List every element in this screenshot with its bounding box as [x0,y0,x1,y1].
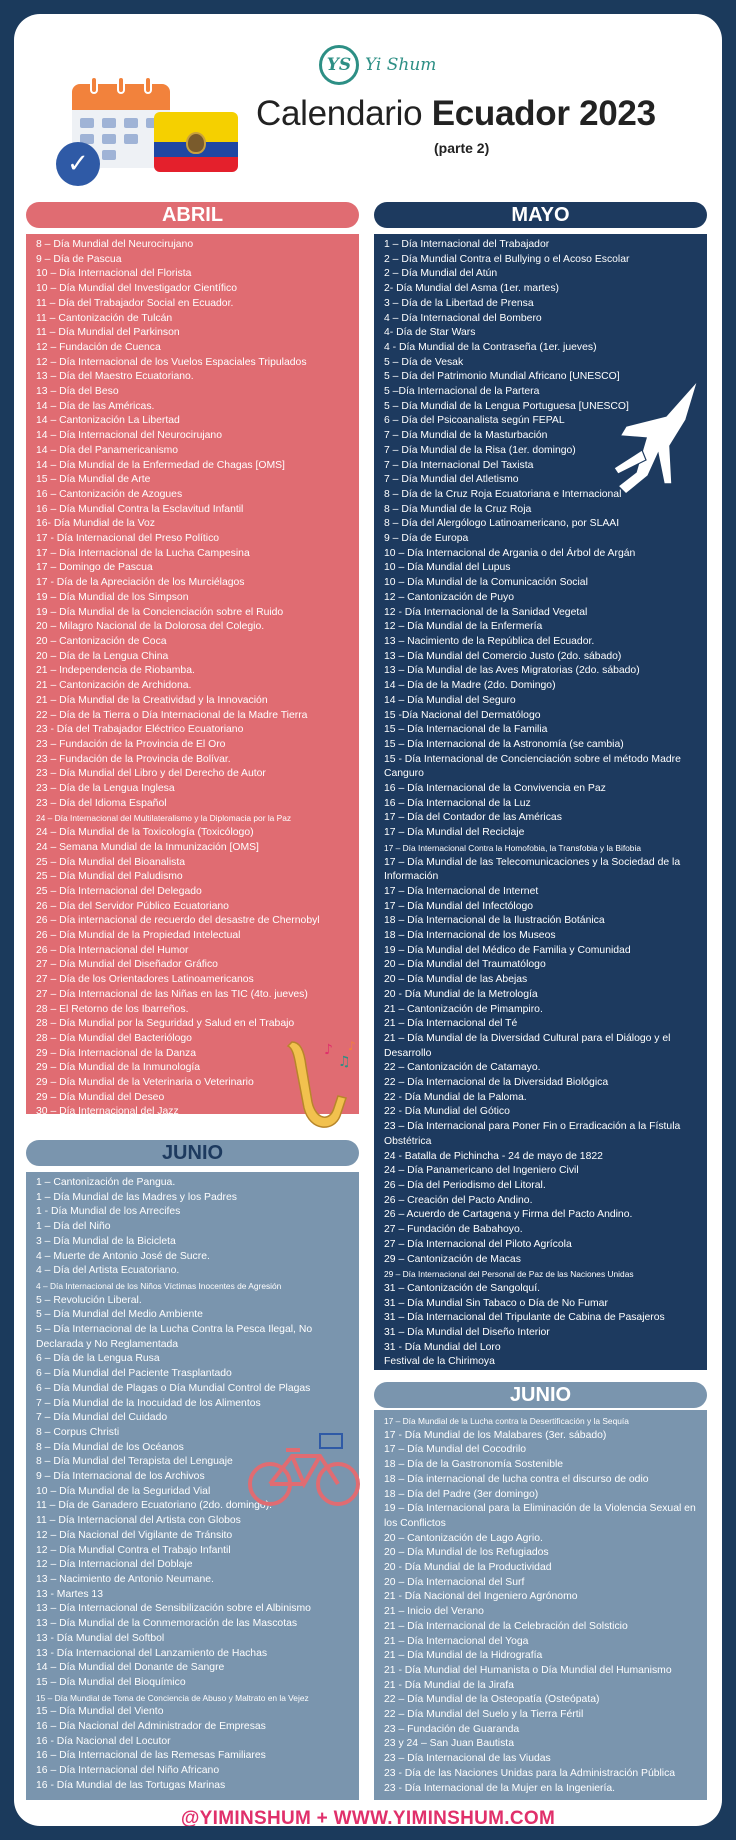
list-item: 21 – Día Internacional de la Celebración del Solsticio [384,1620,628,1632]
brand-logo [319,42,436,88]
list-item: 4 - Día Mundial de la Contraseña (1er. jueves) [384,341,597,353]
list-item: 1 – Día Mundial de las Madres y los Padres [36,1191,237,1203]
list-item: 2- Día Mundial del Asma (1er. martes) [384,283,559,295]
list-item: 8 – Corpus Christi [36,1426,120,1438]
list-item: 18 – Día Internacional de los Museos [384,930,556,942]
list-item: 27 – Día Internacional del Piloto Agrícola [384,1238,572,1250]
list-item: 23 – Fundación de la Provincia de Bolívar. [36,753,231,765]
list-item: 29 – Día Internacional del Personal de Paz de las Naciones Unidas [384,1269,634,1280]
list-item: 20 – Día Mundial de los Refugiados [384,1547,549,1559]
list-item: 15 – Día Mundial de Toma de Conciencia de Abuso y Maltrato en la Vejez [36,1692,309,1703]
list-item: 15 -Día Nacional del Dermatólogo [384,709,541,721]
brand-name: Yi Shum [365,55,437,75]
list-item: 23 - Día Internacional de la Mujer en la Ingeniería. [384,1782,616,1794]
list-item: 8 – Día Mundial del Terapista del Lenguaje [36,1456,233,1468]
footer-handle: @YIMINSHUM + WWW.YIMINSHUM.COM [180,1808,556,1826]
list-item: 8 – Día Mundial del Neurocirujano [36,239,194,250]
list-item: 6 – Día de la Lengua Rusa [36,1353,160,1365]
list-item: 29 – Cantonización de Macas [384,1253,521,1265]
list-item: 13 - Martes 13 [36,1588,103,1600]
list-item: 22 – Cantonización de Catamayo. [384,1062,541,1074]
list-item: 31 – Día Mundial del Diseño Interior [384,1327,550,1339]
list-item: 22 – Día Mundial de la Osteopatía (Osteópata) [384,1694,600,1706]
list-item: 4 – Día Internacional del Bombero [384,312,542,324]
list-item: 23 – Fundación de la Provincia de El Oro [36,738,226,750]
list-item: 16 – Cantonización de Azogues [36,488,183,500]
list-item: 21 - Día Mundial del Humanista o Día Mundial del Humanismo [384,1664,672,1676]
list-item: 21 – Día Mundial de la Hidrografía [384,1650,543,1662]
infographic-page [14,14,722,1826]
list-item: 26 – Día del Periodismo del Litoral. [384,1180,546,1191]
list-item: 13 – Día del Beso [36,386,119,398]
svg-text:♪: ♪ [324,1042,333,1058]
list-item: 29 – Día Mundial de la Inmunología [36,1062,201,1074]
list-item: 18 – Día de la Gastronomía Sostenible [384,1459,564,1471]
saxophone-icon [282,1036,362,1132]
list-item: 6 – Día del Psicoanalista según FEPAL [384,415,565,427]
ecuador-flag-icon [154,112,238,172]
list-item: 20 – Día Mundial de las Abejas [384,974,528,986]
list-item: 22 – Día de la Tierra o Día Internacional de la Madre Tierra [36,709,308,721]
list-item: 19 – Día Mundial del Médico de Familia y Comunidad [384,944,631,956]
list-item: 28 – Día Mundial por la Seguridad y Salud en el Trabajo [36,1018,295,1030]
list-item: 5 – Revolución Liberal. [36,1294,142,1306]
list-item: 21 – Inicio del Verano [384,1606,484,1618]
list-item: 17 – Día Mundial de las Telecomunicaciones y la Sociedad de la Información [384,856,681,883]
list-item: 16 - Día Mundial de las Tortugas Marinas [36,1779,226,1791]
list-item: 21 – Independencia de Riobamba. [36,665,195,677]
list-item: 5 –Día Internacional de la Partera [384,386,540,398]
list-item: 13 – Nacimiento de la República del Ecuador. [384,635,595,647]
list-item: 26 – Creación del Pacto Andino. [384,1194,533,1206]
list-item: 17 – Día Mundial de la Lucha contra la Desertificación y la Sequía [384,1416,629,1426]
list-item: 17 - Día de la Apreciación de los Murciélagos [36,577,245,589]
list-item: 4 – Muerte de Antonio José de Sucre. [36,1250,210,1262]
list-item: 17 – Día Mundial del Reciclaje [384,827,525,839]
list-item: Festival de la Chirimoya [384,1356,495,1368]
list-item: 17 – Día del Contador de las Américas [384,812,562,824]
list-item: 21 – Día Mundial de la Creatividad y la Innovación [36,694,268,706]
list-item: 7 – Día Mundial de la Inocuidad de los Alimentos [36,1397,261,1409]
section-header-mayo: MAYO [374,202,707,228]
list-item: 29 – Día Internacional de la Danza [36,1047,197,1059]
svg-text:♫: ♫ [338,1054,351,1070]
list-item: 23 – Día Internacional de las Viudas [384,1753,551,1765]
list-item: 10 – Día Mundial del Investigador Científico [36,283,237,295]
list-item: 31 - Día Mundial del Loro [384,1341,501,1353]
page-title [256,94,656,134]
list-item: 13 – Día Mundial de la Conmemoración de las Mascotas [36,1618,298,1630]
list-item: 22 – Día Internacional de la Diversidad Biológica [384,1077,609,1089]
list-item: 29 – Día Mundial del Deseo [36,1091,165,1103]
list-item: 8 – Día de la Cruz Roja Ecuatoriana e Internacional [384,488,622,500]
list-item: 23 – Día Internacional para Poner Fin o Erradicación a la Fístula Obstétrica [384,1121,681,1147]
list-item: 12 – Día Mundial de la Enfermería [384,621,543,633]
list-item: 26 – Día Internacional del Humor [36,944,189,956]
list-item: 16 - Día Nacional del Locutor [36,1735,171,1747]
list-item: 12 – Día Nacional del Vigilante de Tránsito [36,1529,233,1541]
list-item: 23 - Día del Trabajador Eléctrico Ecuatoriano [36,724,244,736]
list-item: 21 – Cantonización de Pimampiro. [384,1003,543,1015]
list-item: 11 – Día Mundial del Parkinson [36,327,180,339]
list-item: 15 – Día Mundial del Bioquímico [36,1676,186,1688]
list-item: 15 – Día Internacional de la Familia [384,724,548,736]
list-item: 24 – Día Panamericano del Ingeniero Civil [384,1165,579,1177]
list-item: 2 – Día Mundial Contra el Bullying o el Acoso Escolar [384,253,630,265]
bicycle-icon [246,1428,362,1510]
list-item: 12 – Día Internacional del Doblaje [36,1559,193,1571]
list-item: 8 – Día del Alergólogo Latinoamericano, por SLAAI [384,518,620,530]
list-item: 13 – Día Mundial del Comercio Justo (2do. sábado) [384,650,622,662]
list-item: 10 – Día Mundial de la Seguridad Vial [36,1485,211,1497]
list-item: 18 – Día del Padre (3er domingo) [384,1488,539,1500]
list-item: 28 – El Retorno de los Ibarreños. [36,1003,189,1015]
list-item: 18 – Día Internacional de la Ilustración Botánica [384,915,605,927]
list-item: 16 – Día Mundial Contra la Esclavitud Infantil [36,503,244,515]
list-item: 17 - Día Internacional del Preso Político [36,533,220,545]
list-item: 31 – Día Internacional del Tripulante de Cabina de Pasajeros [384,1312,665,1324]
list-item: 13 – Nacimiento de Antonio Neumane. [36,1573,214,1585]
list-item: 4- Día de Star Wars [384,327,476,339]
list-item: 10 – Día Internacional del Florista [36,268,192,280]
list-item: 14 – Día Internacional del Neurocirujano [36,430,222,442]
list-item: 14 – Día Mundial de la Enfermedad de Chagas [OMS] [36,459,285,471]
list-item: 7 – Día Mundial del Atletismo [384,474,519,486]
list-item: 5 – Día Internacional de la Lucha Contra la Pesca Ilegal, No Declarada y No Reglamentada [36,1324,313,1350]
list-item: 1 – Cantonización de Pangua. [36,1177,176,1188]
list-item: 14 – Día Mundial del Seguro [384,694,516,706]
list-item: 13 – Día Mundial de las Aves Migratorias (2do. sábado) [384,665,640,677]
list-item: 9 – Día de Europa [384,533,469,545]
list-item: 10 – Día Mundial de la Comunicación Social [384,577,588,589]
list-item: 1 – Día Internacional del Trabajador [384,239,550,250]
list-item: 14 – Día Mundial del Donante de Sangre [36,1662,225,1674]
list-item: 5 – Día de Vesak [384,356,464,368]
section-header-abril: ABRIL [26,202,359,228]
list-item: 6 – Día Mundial del Paciente Trasplantado [36,1368,232,1380]
list-item: 15 – Día Internacional de la Astronomía (se cambia) [384,738,624,750]
list-item: 13 - Día Mundial del Softbol [36,1632,165,1644]
list-item: 12 – Día Mundial Contra el Trabajo Infantil [36,1544,231,1556]
list-item: 4 – Día del Artista Ecuatoriano. [36,1265,180,1277]
list-item: 22 - Día Mundial del Gótico [384,1106,510,1118]
list-item: 3 – Día Mundial de la Bicicleta [36,1235,176,1247]
list-item: 19 – Día Internacional para la Eliminación de la Violencia Sexual en los Conflictos [384,1503,696,1529]
fighter-jet-icon [606,376,706,506]
list-item: 13 – Día del Maestro Ecuatoriano. [36,371,194,383]
list-item: 20 – Día Internacional del Surf [384,1576,525,1588]
list-item: 21 – Día Mundial de la Diversidad Cultural para el Diálogo y el Desarrollo [384,1032,671,1059]
list-item: 8 – Día Mundial de los Océanos [36,1441,184,1453]
list-item: 5 – Día Mundial del Medio Ambiente [36,1309,203,1321]
list-item: 23 y 24 – San Juan Bautista [384,1738,514,1750]
list-item: 12 – Cantonización de Puyo [384,591,514,603]
list-item: 25 – Día Internacional del Delegado [36,885,202,897]
list-item: 20 - Día Mundial de la Metrología [384,988,538,1000]
list-item: 3 – Día de la Libertad de Prensa [384,297,534,309]
list-item: 21 - Día Mundial de la Jirafa [384,1679,514,1691]
list-item: 16 – Día Nacional del Administrador de Empresas [36,1721,266,1733]
svg-text:♪: ♪ [348,1039,356,1053]
list-item: 23 – Día de la Lengua Inglesa [36,783,175,795]
list-item: 22 – Día Mundial del Suelo y la Tierra Fértil [384,1709,584,1721]
list-item: 11 – Día de Ganadero Ecuatoriano (2do. domingo). [36,1500,273,1512]
list-item: 12 - Día Internacional de la Sanidad Vegetal [384,606,588,618]
list-item: 17 – Día Internacional Contra la Homofobia, la Transfobia y la Bifobia [384,842,641,853]
list-item: 6 – Día Mundial de Plagas o Día Mundial Control de Plagas [36,1382,311,1394]
list-item: 27 – Día de los Orientadores Latinoamericanos [36,974,254,986]
list-item: 24 - Batalla de Pichincha - 24 de mayo de 1822 [384,1150,603,1162]
list-item: 7 – Día Mundial del Cuidado [36,1412,168,1424]
list-item: 17 – Domingo de Pascua [36,562,153,574]
list-item: 26 – Día del Servidor Público Ecuatoriano [36,900,229,912]
list-item: 18 – Día internacional de lucha contra el discurso de odio [384,1473,649,1485]
list-item: 21 – Día Internacional del Yoga [384,1635,529,1647]
list-item: 29 – Día Mundial de la Veterinaria o Veterinario [36,1077,254,1089]
list-item: 25 – Día Mundial del Paludismo [36,871,183,883]
list-item: 20 – Cantonización de Lago Agrio. [384,1532,543,1544]
list-item: 5 – Día del Patrimonio Mundial Africano [UNESCO] [384,371,620,383]
list-item: 27 – Fundación de Babahoyo. [384,1224,523,1236]
list-item: 7 – Día Mundial de la Masturbación [384,430,548,442]
list-item: 14 – Día del Panamericanismo [36,444,179,456]
list-item: 17 – Día Mundial del Cocodrilo [384,1444,527,1456]
list-item: 12 – Día Internacional de los Vuelos Espaciales Tripulados [36,356,307,368]
list-item: 24 – Día Internacional del Multilateralismo y la Diplomacia por la Paz [36,813,292,824]
brand-mark: YS [319,45,359,85]
list-item: 9 – Día de Pascua [36,253,122,265]
list-item: 15 – Día Mundial de Arte [36,474,151,486]
list-item: 17 – Día Internacional de Internet [384,885,539,897]
list-item: 17 – Día Internacional de la Lucha Campesina [36,547,250,559]
list-item: 14 – Día de las Américas. [36,400,155,412]
list-item: 4 – Día Internacional de los Niños Víctimas Inocentes de Agresión [36,1280,282,1291]
list-item: Fiesta Kasama [36,1121,106,1133]
title-light: Calendario [256,94,423,133]
list-item: 24 – Día Mundial de la Toxicología (Toxicólogo) [36,827,254,839]
list-item: 10 – Día Internacional de Argania o del Árbol de Argán [384,547,636,559]
list-item: 15 – Día Mundial del Viento [36,1706,164,1718]
list-item: 31 – Cantonización de Sangolquí. [384,1282,540,1294]
list-item: 1 - Día Mundial de los Arrecifes [36,1206,181,1218]
page-subtitle: (parte 2) [434,140,490,156]
list-item: 24 – Semana Mundial de la Inmunización [OMS] [36,841,259,853]
list-item: 21 - Día Nacional del Ingeniero Agrónomo [384,1591,578,1603]
list-item: 23 – Día del Idioma Español [36,797,167,809]
list-item: 17 – Día Mundial del Infectólogo [384,900,534,912]
list-item: 27 – Día Internacional de las Niñas en las TIC (4to. jueves) [36,988,308,1000]
list-item: 23 – Fundación de Guaranda [384,1723,520,1735]
section-header-junio: JUNIO [26,1140,359,1166]
list-item: 22 - Día Mundial de la Paloma. [384,1091,527,1103]
section-header-junio-cont: JUNIO [374,1382,707,1408]
list-item: 14 – Día de la Madre (2do. Domingo) [384,680,556,692]
list-item: 7 – Día Mundial de la Risa (1er. domingo) [384,444,576,456]
list-item: 23 - Día de las Naciones Unidas para la Administración Pública [384,1767,676,1779]
list-item: 12 – Fundación de Cuenca [36,341,161,353]
list-item: 10 – Día Mundial del Lupus [384,562,511,574]
list-item: 19 – Día Mundial de la Concienciación sobre el Ruido [36,606,284,618]
list-item: 20 - Día Mundial de la Productividad [384,1562,552,1574]
list-item: 9 – Día Internacional de los Archivos [36,1471,205,1483]
list-item: 16 – Día Internacional de la Convivencia en Paz [384,783,606,795]
list-item: 13 – Día Internacional de Sensibilización sobre el Albinismo [36,1603,311,1615]
list-item: 11 – Cantonización de Tulcán [36,312,173,324]
list-item: 25 – Día Mundial del Bioanalista [36,856,186,868]
check-icon: ✓ [56,142,100,186]
list-item: 16 – Día Internacional de las Remesas Familiares [36,1750,266,1762]
list-item: 13 - Día Internacional del Lanzamiento de Hachas [36,1647,268,1659]
title-bold: Ecuador 2023 [431,94,656,133]
list-item: 26 – Día Mundial de la Propiedad Intelectual [36,930,241,942]
list-item: 26 – Acuerdo de Cartagena y Firma del Pacto Andino. [384,1209,633,1221]
list-item: 20 – Día de la Lengua China [36,650,169,662]
list-item: 16- Día Mundial de la Voz [36,518,155,530]
list-item: 16 – Día Internacional del Niño Africano [36,1765,220,1777]
list-item: 21 – Día Internacional del Té [384,1018,518,1030]
list-item: 30 – Día Internacional del Jazz [36,1106,179,1118]
list-item: 28 – Día Mundial del Bacteriólogo [36,1032,192,1044]
list-item: 5 – Día Mundial de la Lengua Portuguesa [UNESCO] [384,400,629,412]
list-item: 1 – Día del Niño [36,1221,111,1233]
list-item: 31 – Día Mundial Sin Tabaco o Día de No Fumar [384,1297,608,1309]
section-list-junio-cont [374,1410,707,1800]
list-item: 26 – Día internacional de recuerdo del desastre de Chernobyl [36,915,320,927]
list-item: 23 – Día Mundial del Libro y del Derecho de Autor [36,768,266,780]
list-item: 20 – Cantonización de Coca [36,635,167,647]
list-item: 7 – Día Internacional Del Taxista [384,459,534,471]
list-item: 27 – Día Mundial del Diseñador Gráfico [36,959,218,971]
list-item: 21 – Cantonización de Archidona. [36,680,192,692]
list-item: 16 – Día Internacional de la Luz [384,797,531,809]
list-item: 11 – Día Internacional del Artista con Globos [36,1515,241,1527]
list-item: 19 – Día Mundial de los Simpson [36,591,189,603]
list-item: 20 – Milagro Nacional de la Dolorosa del Colegio. [36,621,265,633]
section-list-abril [26,234,359,1133]
list-item: 11 – Día del Trabajador Social en Ecuador. [36,297,234,309]
list-item: 2 – Día Mundial del Atún [384,268,498,280]
list-item: 14 – Cantonización La Libertad [36,415,180,427]
list-item: 15 - Día Internacional de Concienciación sobre el método Madre Canguro [384,753,681,780]
list-item: 8 – Día Mundial de la Cruz Roja [384,503,532,515]
list-item: 17 - Día Mundial de los Malabares (3er. sábado) [384,1429,607,1441]
list-item: 20 – Día Mundial del Traumatólogo [384,959,546,971]
